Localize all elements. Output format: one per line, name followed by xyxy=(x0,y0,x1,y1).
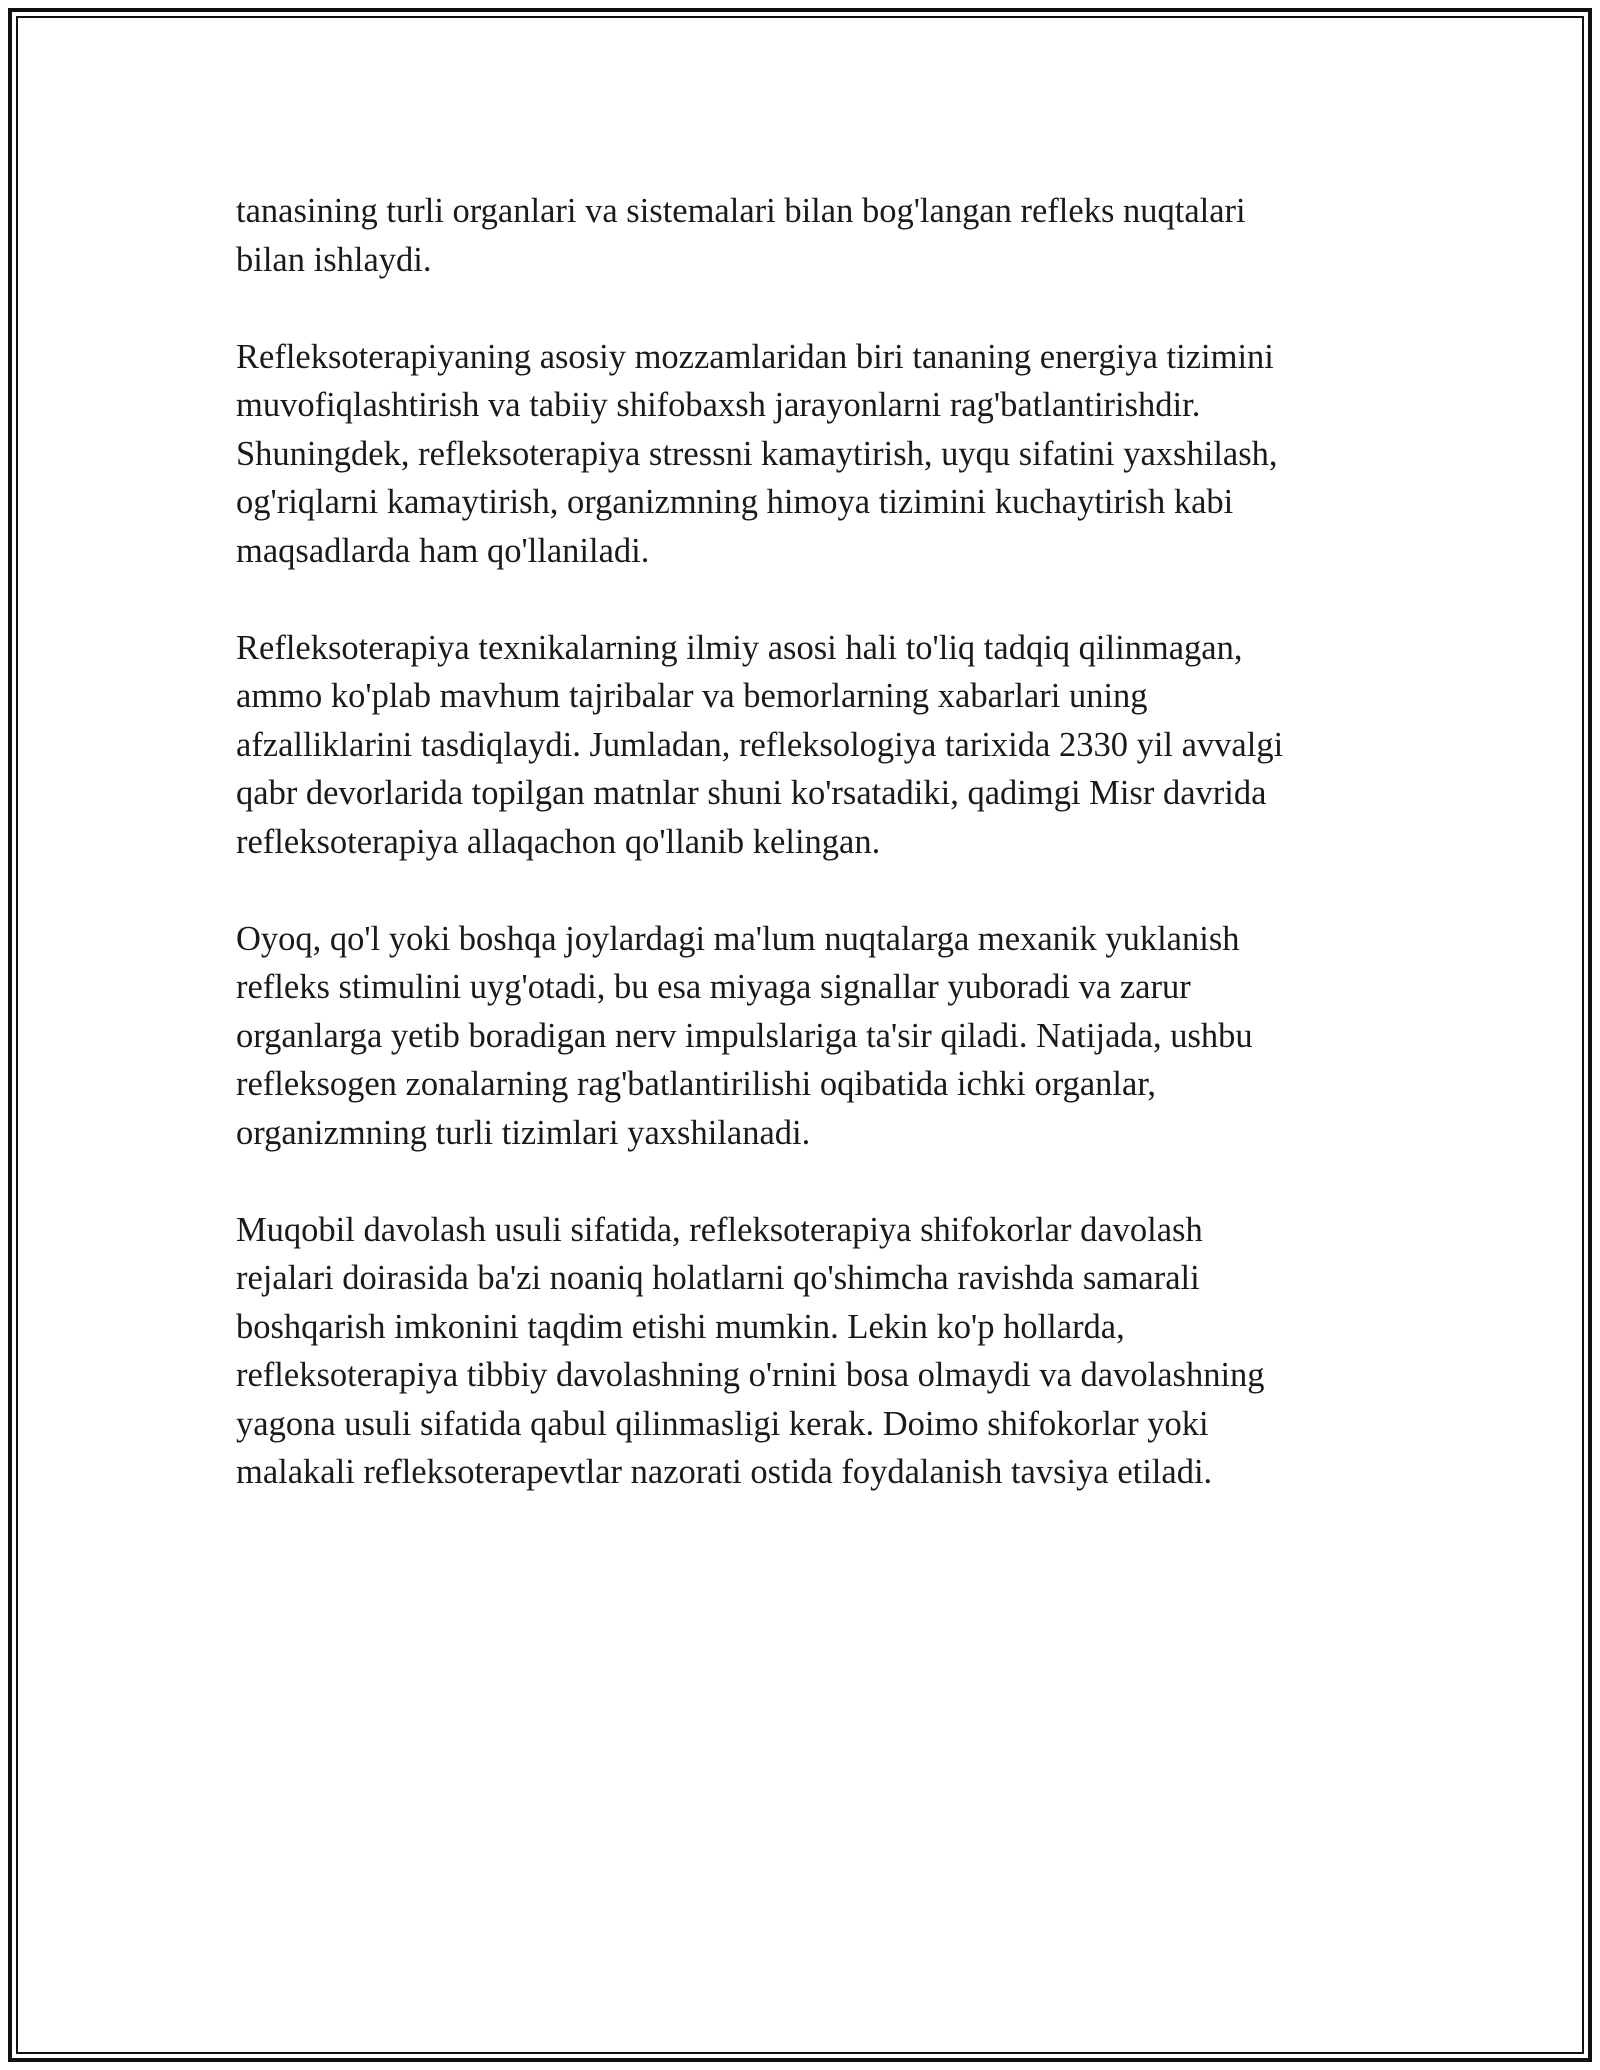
paragraph-3: Refleksoterapiya texnikalarning ilmiy asosi hali to'liq tadqiq qilinmagan, ammo ko'plab mavhum tajribalar va bemorlarning xabarlari uning afzalliklarini tasdiqlaydi. Jumladan, refleksologiya tarixida 2330 yil avvalgi qabr devorlarida topilgan matnlar shuni ko'rsatadiki, qadimgi Misr davrida refleksoterapiya allaqachon qo'llanib kelingan. xyxy=(236,628,1284,861)
paragraph-4: Oyoq, qo'l yoki boshqa joylardagi ma'lum nuqtalarga mexanik yuklanish refleks stimulini uyg'otadi, bu esa miyaga signallar yuboradi va zarur organlarga yetib boradigan nerv impulslariga ta'sir qiladi. Natijada, ushbu refleksogen zonalarning rag'batlantirilishi oqibatida ichki organlar, organizmning turli tizimlari yaxshilanadi. xyxy=(236,919,1253,1152)
document-body xyxy=(236,187,1366,1545)
paragraph-2: Refleksoterapiyaning asosiy mozzamlaridan biri tananing energiya tizimini muvofiqlashtirish va tabiiy shifobaxsh jarayonlarni rag'batlantirishdir. Shuningdek, refleksoterapiya stressni kamaytirish, uyqu sifatini yaxshilash, og'riqlarni kamaytirish, organizmning himoya tizimini kuchaytirish kabi maqsadlarda ham qo'llaniladi. xyxy=(236,337,1278,570)
paragraph-1: tanasining turli organlari va sistemalari bilan bog'langan refleks nuqtalari bilan ishlaydi. xyxy=(236,192,1246,279)
paragraph-5: Muqobil davolash usuli sifatida, refleksoterapiya shifokorlar davolash rejalari doirasida ba'zi noaniq holatlarni qo'shimcha ravishda samarali boshqarish imkonini taqdim etishi mumkin. Lekin ko'p hollarda, refleksoterapiya tibbiy davolashning o'rnini bosa olmaydi va davolashning yagona usuli sifatida qabul qilinmasligi kerak. Doimo shifokorlar yoki malakali refleksoterapevtlar nazorati ostida foydalanish tavsiya etiladi. xyxy=(236,1210,1265,1491)
